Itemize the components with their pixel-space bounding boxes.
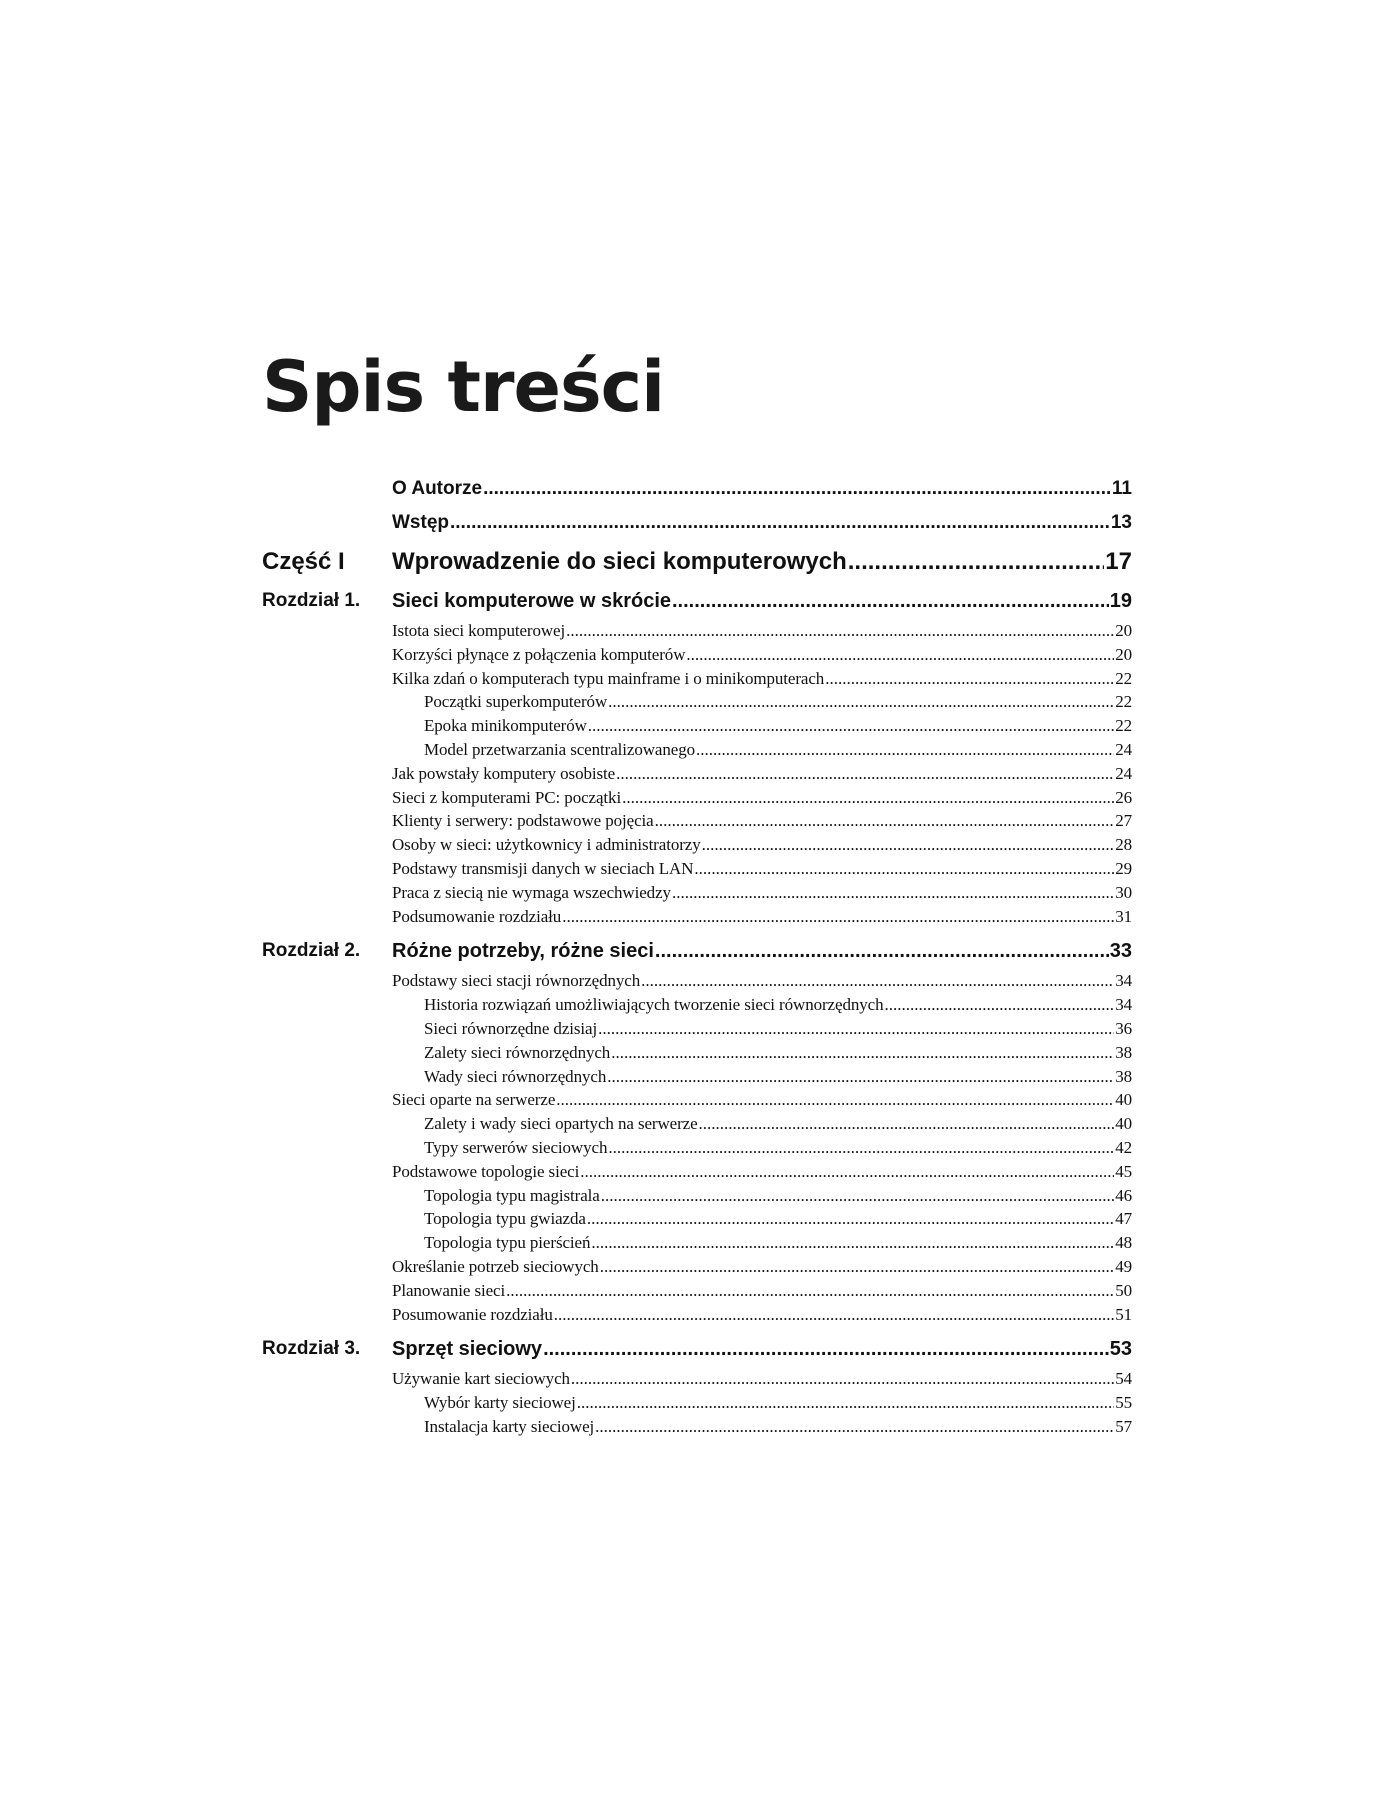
toc-entry-title: Sieci z komputerami PC: początki (392, 787, 622, 807)
toc-entry-sub[interactable] (262, 1114, 1132, 1138)
toc-entry-title: Różne potrzeby, różne sieci (392, 940, 654, 963)
toc-entry-title: Sieci równorzędne dzisiaj (424, 1018, 598, 1038)
toc-entry-sub[interactable] (262, 1281, 1132, 1305)
toc-entry-sub[interactable] (262, 859, 1132, 883)
toc-entry-sub[interactable] (262, 907, 1132, 931)
toc-entry-title: O Autorze (392, 478, 483, 499)
toc-entry-title: Jak powstały komputery osobiste (392, 763, 616, 783)
dot-leader (600, 1257, 1115, 1277)
toc-entry-line (392, 1162, 1132, 1182)
toc-entry-sub[interactable] (262, 1369, 1132, 1393)
dot-leader (483, 478, 1111, 500)
page-title: Spis treści (262, 346, 665, 428)
toc-entry-line (392, 548, 1132, 576)
toc-entry-sub[interactable] (262, 1162, 1132, 1186)
toc-entry-title: Posumowanie rozdziału (392, 1304, 553, 1324)
dot-leader (587, 1209, 1114, 1229)
dot-leader (699, 1114, 1115, 1134)
toc-entry-sub[interactable] (262, 1209, 1132, 1233)
toc-entry-page-number: 45 (1115, 1161, 1132, 1181)
toc-entry-line (392, 1369, 1132, 1389)
toc-entry-page-number: 31 (1115, 906, 1132, 926)
toc-entry-page-number: 22 (1115, 716, 1132, 736)
toc-entry-sub[interactable] (262, 1019, 1132, 1043)
toc-entry-title: Planowanie sieci (392, 1280, 506, 1300)
toc-entry-page-number: 40 (1115, 1114, 1132, 1134)
toc-entry-page-number: 38 (1115, 1042, 1132, 1062)
toc-entry-page-number: 20 (1115, 644, 1132, 664)
toc-entry-line (392, 1257, 1132, 1277)
toc-entry-sub[interactable] (262, 1417, 1132, 1441)
dot-leader (506, 1281, 1114, 1301)
dot-leader (655, 940, 1109, 963)
toc-entry-page-number: 34 (1115, 971, 1132, 991)
toc-entry-line (392, 669, 1132, 689)
toc-entry-sub[interactable] (262, 1305, 1132, 1329)
toc-entry-sub[interactable] (262, 835, 1132, 859)
toc-entry-line (392, 811, 1132, 831)
toc-entry-page-number: 42 (1115, 1137, 1132, 1157)
toc-entry-front[interactable] (262, 478, 1132, 512)
toc-entry-sub[interactable] (262, 1186, 1132, 1210)
dot-leader (543, 1338, 1109, 1361)
dot-leader (562, 907, 1114, 927)
dot-leader (577, 1393, 1114, 1413)
toc-entry-label: Rozdział 2. (262, 940, 361, 962)
toc-entry-page-number: 26 (1115, 787, 1132, 807)
toc-entry-chapter[interactable] (262, 940, 1132, 971)
dot-leader (601, 1186, 1114, 1206)
toc-entry-title: Topologia typu gwiazda (424, 1209, 586, 1229)
toc-entry-page-number: 49 (1115, 1256, 1132, 1276)
toc-entry-line (424, 1393, 1132, 1413)
toc-entry-title: Zalety i wady sieci opartych na serwerze (424, 1114, 698, 1134)
toc-entry-page-number: 48 (1115, 1233, 1132, 1253)
toc-entry-page-number: 11 (1111, 478, 1132, 499)
toc-entry-title: Topologia typu magistrala (424, 1185, 600, 1205)
toc-entry-title: Początki superkomputerów (424, 692, 608, 712)
toc-entry-page-number: 54 (1115, 1369, 1132, 1389)
toc-entry-page-number: 53 (1109, 1338, 1132, 1361)
toc-entry-line (424, 1114, 1132, 1134)
toc-entry-title: Osoby w sieci: użytkownicy i administratorzy (392, 835, 701, 855)
toc-entry-page-number: 50 (1115, 1280, 1132, 1300)
toc-entry-sub[interactable] (262, 692, 1132, 716)
toc-entry-line (424, 740, 1132, 760)
toc-entry-line (392, 859, 1132, 879)
toc-entry-title: Podsumowanie rozdziału (392, 906, 562, 926)
dot-leader (607, 1067, 1114, 1087)
dot-leader (566, 621, 1114, 641)
toc-entry-page-number: 29 (1115, 858, 1132, 878)
dot-leader (608, 692, 1114, 712)
toc-entry-chapter[interactable] (262, 590, 1132, 621)
toc-entry-title: Sieci oparte na serwerze (392, 1090, 556, 1110)
toc-entry-chapter[interactable] (262, 1338, 1132, 1369)
toc-entry-title: Sieci komputerowe w skrócie (392, 590, 671, 612)
toc-entry-page-number: 28 (1115, 835, 1132, 855)
toc-entry-line (392, 907, 1132, 927)
toc-entry-sub[interactable] (262, 740, 1132, 764)
toc-entry-page-number: 33 (1109, 940, 1132, 963)
toc-entry-sub[interactable] (262, 1090, 1132, 1114)
toc-entry-title: Kilka zdań o komputerach typu mainframe i o minikomputerach (392, 668, 825, 688)
toc-entry-sub[interactable] (262, 621, 1132, 645)
toc-entry-line (392, 764, 1132, 784)
toc-entry-sub[interactable] (262, 971, 1132, 995)
toc-entry-sub[interactable] (262, 645, 1132, 669)
dot-leader (588, 716, 1114, 736)
toc-entry-line (424, 1186, 1132, 1206)
dot-leader (848, 548, 1105, 576)
toc-entry-page-number: 38 (1115, 1066, 1132, 1086)
dot-leader (591, 1233, 1114, 1253)
toc-entry-page-number: 22 (1115, 692, 1132, 712)
toc-entry-label: Rozdział 3. (262, 1338, 361, 1360)
dot-leader (696, 740, 1114, 760)
dot-leader (450, 512, 1110, 534)
toc-entry-page-number: 40 (1115, 1090, 1132, 1110)
dot-leader (598, 1019, 1114, 1039)
toc-entry-title: Historia rozwiązań umożliwiających tworzenie sieci równorzędnych (424, 995, 884, 1015)
dot-leader (655, 811, 1115, 831)
toc-entry-sub[interactable] (262, 1233, 1132, 1257)
toc-entry-line (392, 1090, 1132, 1110)
toc-entry-title: Instalacja karty sieciowej (424, 1416, 595, 1436)
toc-entry-page-number: 17 (1105, 548, 1132, 575)
toc-entry-sub[interactable] (262, 1138, 1132, 1162)
toc-entry-line (392, 512, 1132, 534)
toc-entry-line (424, 1417, 1132, 1437)
toc-entry-title: Sprzęt sieciowy (392, 1338, 543, 1361)
dot-leader (672, 590, 1109, 613)
toc-entry-page-number: 13 (1110, 512, 1132, 533)
dot-leader (825, 669, 1114, 689)
toc-entry-line (392, 1305, 1132, 1325)
dot-leader (571, 1369, 1114, 1389)
dot-leader (641, 971, 1114, 991)
toc-entry-page-number: 47 (1115, 1209, 1132, 1229)
dot-leader (554, 1305, 1114, 1325)
toc-entry-title: Wstęp (392, 512, 449, 533)
toc-entry-page-number: 55 (1115, 1393, 1132, 1413)
toc-entry-title: Model przetwarzania scentralizowanego (424, 739, 695, 759)
toc-entry-sub[interactable] (262, 1393, 1132, 1417)
dot-leader (595, 1417, 1114, 1437)
toc-entry-title: Podstawy transmisji danych w sieciach LAN (392, 858, 694, 878)
dot-leader (885, 995, 1115, 1015)
toc-entry-page-number: 22 (1115, 668, 1132, 688)
toc-entry-line (424, 1019, 1132, 1039)
dot-leader (686, 645, 1114, 665)
toc-entry-title: Topologia typu pierścień (424, 1233, 591, 1253)
toc-entry-line (424, 1043, 1132, 1063)
dot-leader (608, 1138, 1114, 1158)
toc-entry-line (392, 835, 1132, 855)
toc-entry-page-number: 30 (1115, 882, 1132, 902)
dot-leader (694, 859, 1114, 879)
toc-entry-line (392, 883, 1132, 903)
toc-entry-sub[interactable] (262, 764, 1132, 788)
dot-leader (672, 883, 1114, 903)
toc-entry-front[interactable] (262, 512, 1132, 546)
dot-leader (611, 1043, 1114, 1063)
toc-entry-sub[interactable] (262, 1257, 1132, 1281)
dot-leader (622, 788, 1114, 808)
toc-entry-line (424, 995, 1132, 1015)
toc-entry-page-number: 19 (1109, 590, 1132, 612)
toc-entry-title: Wybór karty sieciowej (424, 1393, 576, 1413)
table-of-contents (262, 478, 1132, 1441)
dot-leader (616, 764, 1114, 784)
toc-entry-sub[interactable] (262, 995, 1132, 1019)
toc-entry-line (392, 478, 1132, 500)
toc-entry-title: Wady sieci równorzędnych (424, 1066, 607, 1086)
toc-entry-title: Istota sieci komputerowej (392, 621, 566, 640)
toc-entry-page-number: 24 (1115, 763, 1132, 783)
toc-entry-label: Część I (262, 548, 345, 575)
toc-entry-sub[interactable] (262, 883, 1132, 907)
toc-entry-title: Typy serwerów sieciowych (424, 1137, 608, 1157)
toc-entry-label: Rozdział 1. (262, 590, 361, 611)
toc-entry-title: Podstawowe topologie sieci (392, 1161, 580, 1181)
toc-entry-line (392, 590, 1132, 613)
toc-entry-line (424, 1233, 1132, 1253)
toc-entry-sub[interactable] (262, 669, 1132, 693)
toc-entry-line (392, 788, 1132, 808)
toc-entry-page-number: 34 (1115, 995, 1132, 1015)
toc-entry-title: Zalety sieci równorzędnych (424, 1042, 611, 1062)
toc-entry-line (392, 1281, 1132, 1301)
toc-entry-title: Określanie potrzeb sieciowych (392, 1256, 599, 1276)
toc-entry-page-number: 57 (1115, 1416, 1132, 1436)
toc-entry-title: Praca z siecią nie wymaga wszechwiedzy (392, 882, 671, 902)
dot-leader (702, 835, 1115, 855)
dot-leader (556, 1090, 1114, 1110)
toc-entry-page-number: 36 (1115, 1018, 1132, 1038)
toc-entry-title: Używanie kart sieciowych (392, 1369, 570, 1389)
toc-entry-sub[interactable] (262, 1067, 1132, 1091)
toc-entry-title: Podstawy sieci stacji równorzędnych (392, 971, 641, 991)
toc-entry-line (424, 692, 1132, 712)
toc-entry-line (392, 940, 1132, 963)
toc-entry-line (424, 1138, 1132, 1158)
toc-entry-page-number: 27 (1115, 811, 1132, 831)
toc-entry-title: Epoka minikomputerów (424, 716, 587, 736)
toc-entry-title: Wprowadzenie do sieci komputerowych (392, 548, 847, 575)
toc-entry-sub[interactable] (262, 716, 1132, 740)
toc-entry-page-number: 20 (1115, 621, 1132, 640)
toc-entry-line (392, 621, 1132, 641)
dot-leader (580, 1162, 1114, 1182)
toc-entry-sub[interactable] (262, 788, 1132, 812)
toc-entry-page-number: 24 (1115, 739, 1132, 759)
toc-entry-page-number: 46 (1115, 1185, 1132, 1205)
toc-entry-sub[interactable] (262, 1043, 1132, 1067)
toc-entry-line (424, 1067, 1132, 1087)
toc-entry-part[interactable] (262, 548, 1132, 590)
toc-entry-line (392, 645, 1132, 665)
toc-entry-line (392, 1338, 1132, 1361)
toc-entry-title: Korzyści płynące z połączenia komputerów (392, 644, 686, 664)
toc-entry-line (424, 1209, 1132, 1229)
toc-entry-title: Klienty i serwery: podstawowe pojęcia (392, 811, 654, 831)
toc-entry-sub[interactable] (262, 811, 1132, 835)
toc-entry-line (424, 716, 1132, 736)
toc-entry-page-number: 51 (1115, 1304, 1132, 1324)
toc-entry-line (392, 971, 1132, 991)
